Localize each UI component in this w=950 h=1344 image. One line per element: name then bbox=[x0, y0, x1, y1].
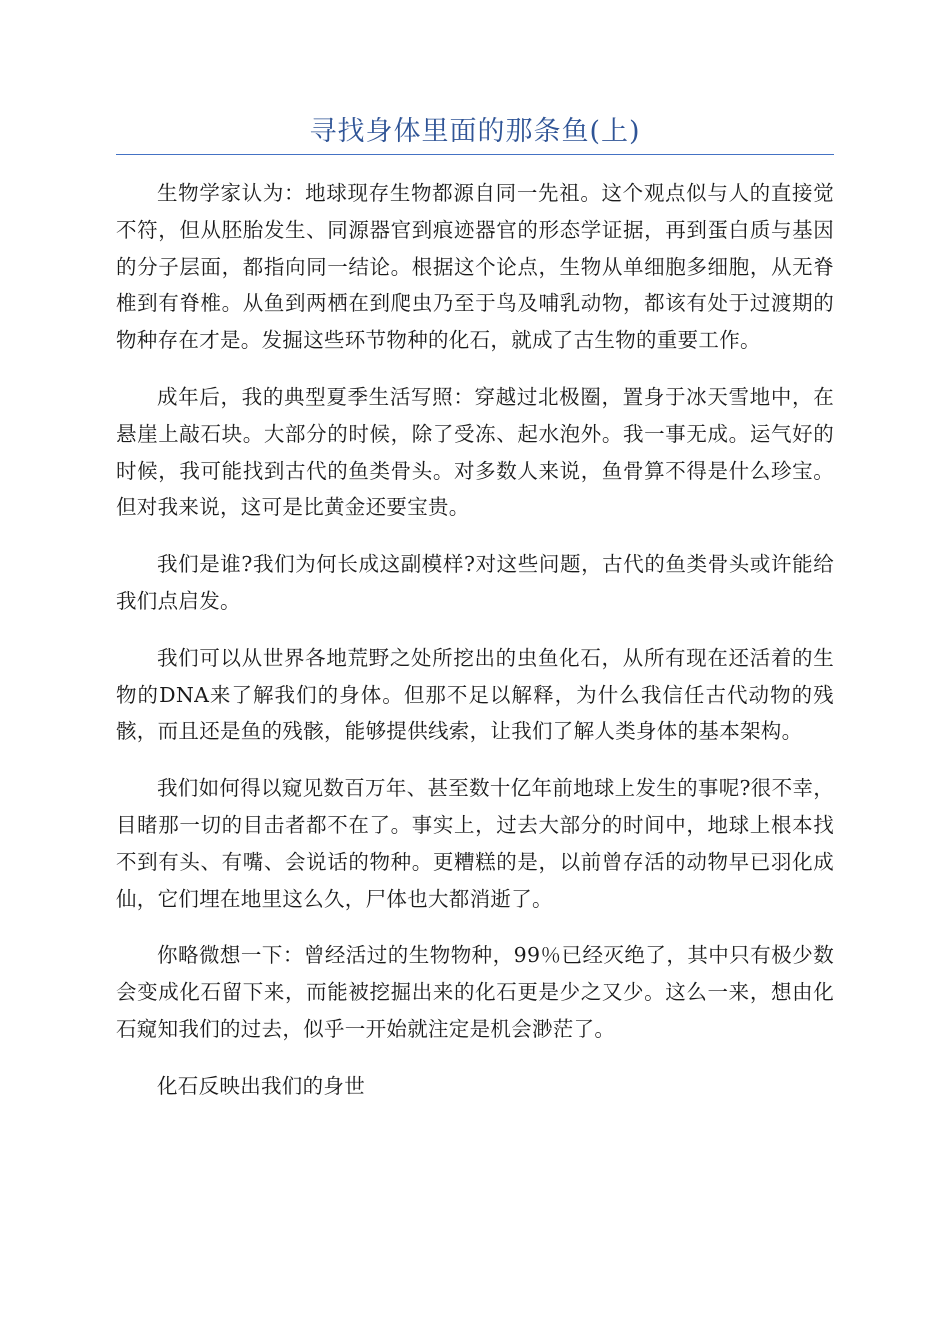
paragraph: 成年后，我的典型夏季生活写照：穿越过北极圈，置身于冰天雪地中，在悬崖上敲石块。大部分的时候，除了受冻、起水泡外。我一事无成。运气好的时候，我可能找到古代的鱼类骨头。对多数人来说，鱼骨算不得是什么珍宝。但对我来说，这可是比黄金还要宝贵。 bbox=[116, 384, 834, 520]
document-title: 寻找身体里面的那条鱼(上) bbox=[309, 116, 641, 147]
paragraph: 我们可以从世界各地荒野之处所挖出的虫鱼化石，从所有现在还活着的生物的DNA来了解我们的身体。但那不足以解释，为什么我信任古代动物的残骸，而且还是鱼的残骸，能够提供线索，让我们了解人类身体的基本架构。 bbox=[116, 645, 834, 744]
document-body bbox=[116, 175, 834, 1125]
paragraph: 生物学家认为：地球现存生物都源自同一先祖。这个观点似与人的直接觉不符，但从胚胎发生、同源器官到痕迹器官的形态学证据，再到蛋白质与基因的分子层面，都指向同一结论。根据这个论点，生物从单细胞多细胞，从无脊椎到有脊椎。从鱼到两栖在到爬虫乃至于鸟及哺乳动物，都该有处于过渡期的物种存在才是。发掘这些环节物种的化石，就成了古生物的重要工作。 bbox=[116, 181, 834, 353]
section-heading: 化石反映出我们的身世 bbox=[157, 1073, 365, 1098]
paragraph: 我们是谁?我们为何长成这副模样?对这些问题，古代的鱼类骨头或许能给我们点启发。 bbox=[116, 552, 834, 613]
paragraph: 你略微想一下：曾经活过的生物物种，99％已经灭绝了，其中只有极少数会变成化石留下来，而能被挖掘出来的化石更是少之又少。这么一来，想由化石窥知我们的过去，似乎一开始就注定是机会渺茫了。 bbox=[116, 943, 834, 1041]
title-underline bbox=[116, 154, 834, 155]
paragraph: 我们如何得以窥见数百万年、甚至数十亿年前地球上发生的事呢?很不幸，目睹那一切的目击者都不在了。事实上，过去大部分的时间中，地球上根本找不到有头、有嘴、会说话的物种。更糟糕的是，以前曾存活的动物早已羽化成仙，它们埋在地里这么久，尸体也大都消逝了。 bbox=[116, 776, 834, 911]
